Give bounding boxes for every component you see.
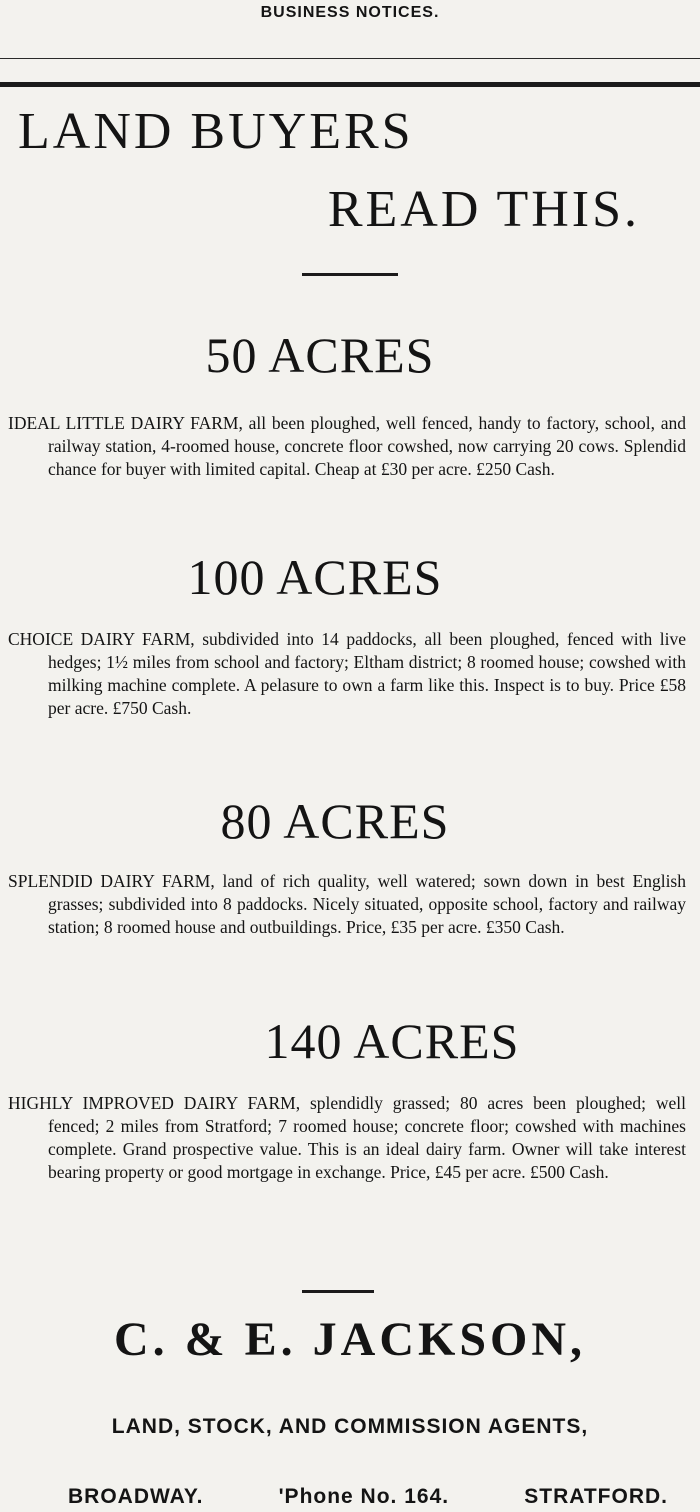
firm-role: LAND, STOCK, AND COMMISSION AGENTS, — [111, 1415, 589, 1438]
footer-street: BROADWAY. — [68, 1485, 204, 1508]
listing-heading-80: 80 ACRES — [220, 793, 450, 849]
section-header: BUSINESS NOTICES. — [260, 4, 440, 21]
firm-name: C. & E. JACKSON, — [113, 1313, 587, 1366]
listing-heading-100: 100 ACRES — [187, 549, 443, 605]
footer-phone: 'Phone No. 164. — [278, 1485, 450, 1508]
header-rule-thick — [0, 82, 700, 87]
headline-divider — [302, 273, 398, 276]
listing-heading-50: 50 ACRES — [205, 327, 435, 383]
listing-text-100: CHOICE DAIRY FARM, subdivided into 14 paddocks, all been ploughed, fenced with live hedges; 1½ miles from school and factory; Eltham district; 8 roomed house; cowshed with milking machine complete. A pelasure to own a farm like this. Inspect is to buy. Price £58 per acre. £750 Cash. — [8, 629, 686, 718]
listing-text-80: SPLENDID DAIRY FARM, land of rich quality, well watered; sown down in best English grasses; subdivided into 8 paddocks. Nicely situated, opposite school, factory and railway station; 8 roomed house and outbuildings. Price, £35 per acre. £350 Cash. — [8, 871, 686, 937]
contact-footer — [68, 1482, 668, 1512]
header-rule-thin — [0, 58, 700, 59]
headline-line-1: LAND BUYERS — [18, 103, 414, 160]
listing-heading-140: 140 ACRES — [264, 1013, 520, 1069]
headline-line-2: READ THIS. — [327, 181, 640, 238]
footer-town: STRATFORD. — [524, 1485, 668, 1508]
listing-text-140: HIGHLY IMPROVED DAIRY FARM, splendidly grassed; 80 acres been ploughed; well fenced; 2 miles from Stratford; 7 roomed house; concrete floor; cowshed with machines complete. Grand prospective value. This is an ideal dairy farm. Owner will take interest bearing property or good mortgage in exchange. Price, £45 per acre. £500 Cash. — [8, 1093, 686, 1182]
firm-divider — [302, 1290, 374, 1293]
listing-text-50: IDEAL LITTLE DAIRY FARM, all been ploughed, well fenced, handy to factory, school, and railway station, 4-roomed house, concrete floor cowshed, now carrying 20 cows. Splendid chance for buyer with limited capital. Cheap at £30 per acre. £250 Cash. — [8, 413, 686, 479]
